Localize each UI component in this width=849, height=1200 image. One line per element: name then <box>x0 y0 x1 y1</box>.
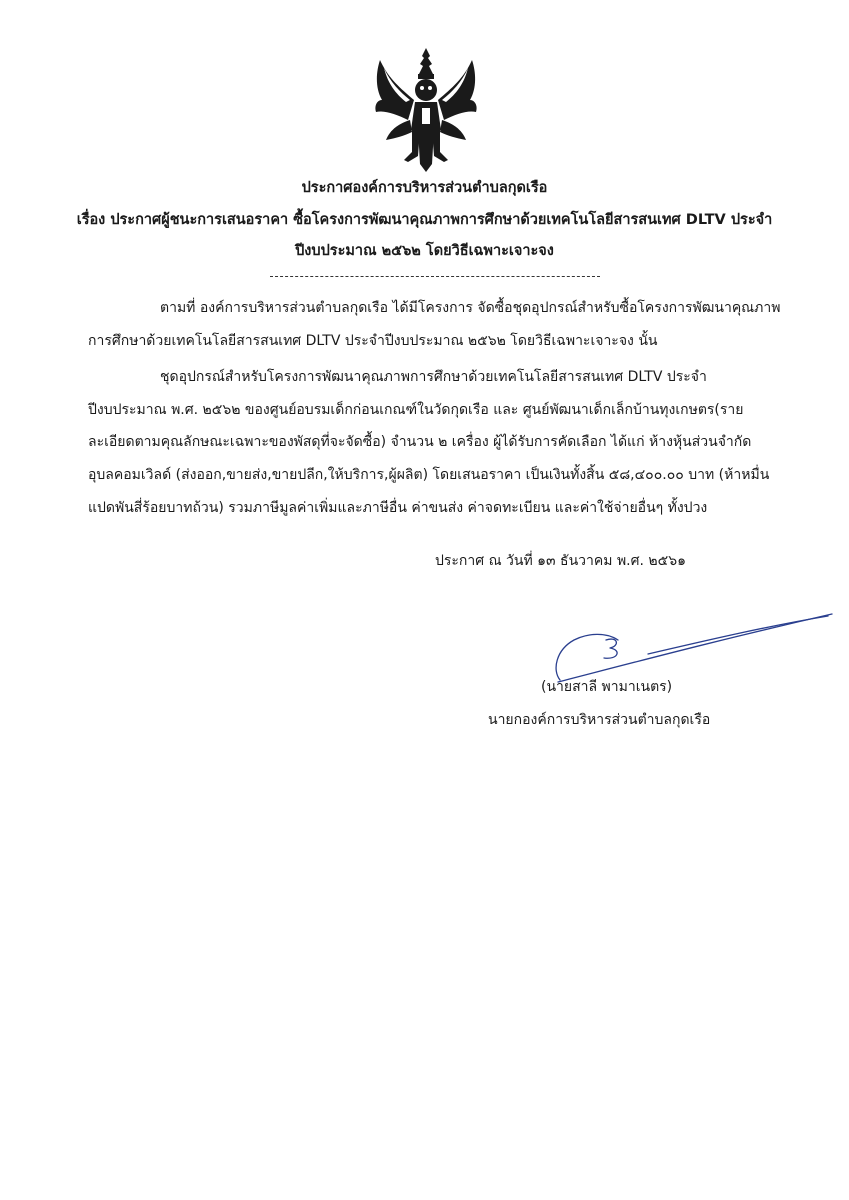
header-divider <box>270 276 600 277</box>
paragraph2-line2: ปีงบประมาณ พ.ศ. ๒๕๖๒ ของศูนย์อบรมเด็กก่อนเกณฑ์ในวัดกุดเรือ และ ศูนย์พัฒนาเด็กเล็กบ้านทุงเกษตร(ราย <box>88 402 744 418</box>
paragraph1-line1: ตามที่ องค์การบริหารส่วนตำบลกุดเรือ ได้มีโครงการ จัดซื้อชุดอุปกรณ์สำหรับซื้อโครงการพัฒนาคุณภาพ <box>160 300 781 316</box>
subject-line-2: ปีงบประมาณ ๒๕๖๒ โดยวิธีเฉพาะเจาะจง <box>295 243 554 259</box>
announcement-title: ประกาศองค์การบริหารส่วนตำบลกุดเรือ <box>301 180 548 196</box>
announcement-date: ประกาศ ณ วันที่ ๑๓ ธันวาคม พ.ศ. ๒๕๖๑ <box>435 553 687 569</box>
subject-line-1: เรื่อง ประกาศผู้ชนะการเสนอราคา ซื้อโครงการพัฒนาคุณภาพการศึกษาด้วยเทคโนโลยีสารสนเทศ DLTV ประจำ <box>76 212 773 228</box>
paragraph2-line5: แปดพันสี่ร้อยบาทถ้วน) รวมภาษีมูลค่าเพิ่มและภาษีอื่น ค่าขนส่ง ค่าจดทะเบียน และค่าใช้จ่ายอื่นๆ ทั้งปวง <box>88 500 708 516</box>
garuda-emblem-icon <box>370 48 482 174</box>
paragraph2-line3: ละเอียดตามคุณลักษณะเฉพาะของพัสดุที่จะจัดซื้อ) จำนวน ๒ เครื่อง ผู้ได้รับการคัดเลือก ได้แก่ ห้างหุ้นส่วนจำกัด <box>88 434 752 450</box>
paragraph2-line4: อุบลคอมเวิลด์ (ส่งออก,ขายส่ง,ขายปลีก,ให้บริการ,ผู้ผลิต) โดยเสนอราคา เป็นเงินทั้งสิ้น ๕๘,๔๐๐.๐๐ บาท (ห้าหมื่น <box>88 467 770 483</box>
paragraph1-line2: การศึกษาด้วยเทคโนโลยีสารสนเทศ DLTV ประจำปีงบประมาณ ๒๕๖๒ โดยวิธีเฉพาะเจาะจง นั้น <box>88 333 658 349</box>
paragraph2-line1: ชุดอุปกรณ์สำหรับโครงการพัฒนาคุณภาพการศึกษาด้วยเทคโนโลยีสารสนเทศ DLTV ประจำ <box>160 369 707 385</box>
signer-position: นายกองค์การบริหารส่วนตำบลกุดเรือ <box>488 712 711 728</box>
signer-name: (นายสาลี พามาเนตร) <box>541 679 673 695</box>
